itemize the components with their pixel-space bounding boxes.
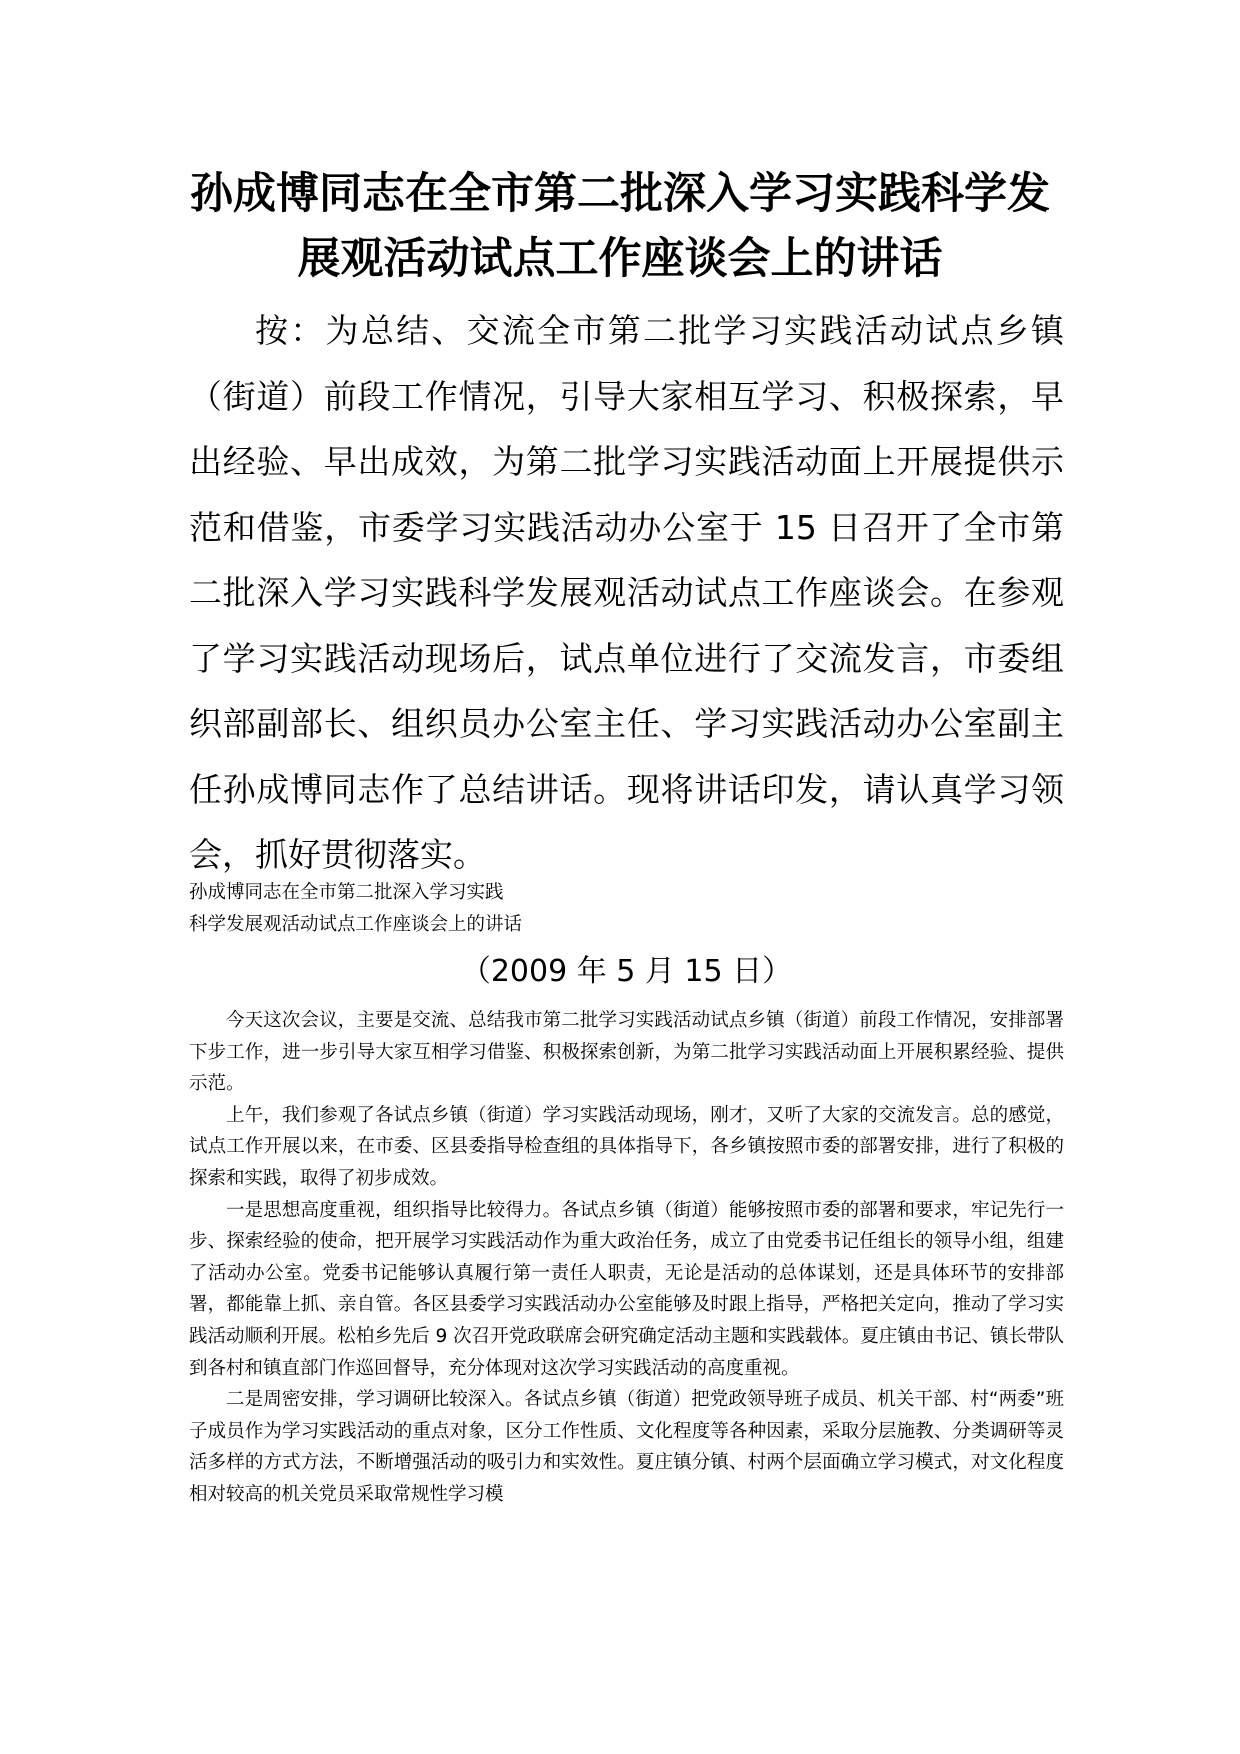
editor-note-text: 按：为总结、交流全市第二批学习实践活动试点乡镇（街道）前段工作情况，引导大家相互学习、积极探索，早出经验、早出成效，为第二批学习实践活动面上开展提供示范和借鉴，市委学习实践活动办公室于 15 日召开了全市第二批深入学习实践科学发展观活动试点工作座谈会。在参观了学习实践活动现场后，试点单位进行了交流发言，市委组织部副部长、组织员办公室主任、学习实践活动办公室副主任孙成博同志作了总结讲话。现将讲话印发，请认真学习领会，抓好贯彻落实。 [189,311,1064,874]
body-paragraph-4: 二是周密安排，学习调研比较深入。各试点乡镇（街道）把党政领导班子成员、机关干部、村“两委”班子成员作为学习实践活动的重点对象，区分工作性质、文化程度等各种因素，采取分层施教、分类调研等灵活多样的方式方法，不断增强活动的吸引力和实效性。夏庄镇分镇、村两个层面确立学习模式，对文化程度相对较高的机关党员采取常规性学习模 [189,1389,1064,1505]
title-line-1: 孙成博同志在全市第二批深入学习实践科学发 [190,169,1050,219]
speech-body [189,1005,1064,1511]
sub-heading-line-1: 孙成博同志在全市第二批深入学习实践 [189,882,504,903]
body-paragraph-1: 今天这次会议，主要是交流、总结我市第二批学习实践活动试点乡镇（街道）前段工作情况，安排部署下步工作，进一步引导大家互相学习借鉴、积极探索创新，为第二批学习实践活动面上开展积累经验、提供示范。 [189,1010,1064,1095]
speech-sub-heading [189,877,1064,941]
speech-date: （2009 年 5 月 15 日） [460,954,793,989]
document-title [150,162,1090,292]
body-paragraph-2: 上午，我们参观了各试点乡镇（街道）学习实践活动现场，刚才，又听了大家的交流发言。总的感觉，试点工作开展以来，在市委、区县委指导检查组的具体指导下，各乡镇按照市委的部署安排，进行了积极的探索和实践，取得了初步成效。 [189,1104,1064,1189]
title-line-2: 展观活动试点工作座谈会上的讲话 [297,234,943,284]
body-paragraph-3: 一是思想高度重视，组织指导比较得力。各试点乡镇（街道）能够按照市委的部署和要求，牢记先行一步、探索经验的使命，把开展学习实践活动作为重大政治任务，成立了由党委书记任组长的领导小组，组建了活动办公室。党委书记能够认真履行第一责任人职责，无论是活动的总体谋划，还是具体环节的安排部署，都能靠上抓、亲自管。各区县委学习实践活动办公室能够及时跟上指导，严格把关定向，推动了学习实践活动顺利开展。松柏乡先后 9 次召开党政联席会研究确定活动主题和实践载体。夏庄镇由书记、镇长带队到各村和镇直部门作巡回督导，充分体现对这次学习实践活动的高度重视。 [189,1199,1064,1379]
editor-note [189,298,1064,888]
sub-heading-line-2: 科学发展观活动试点工作座谈会上的讲话 [189,914,523,935]
